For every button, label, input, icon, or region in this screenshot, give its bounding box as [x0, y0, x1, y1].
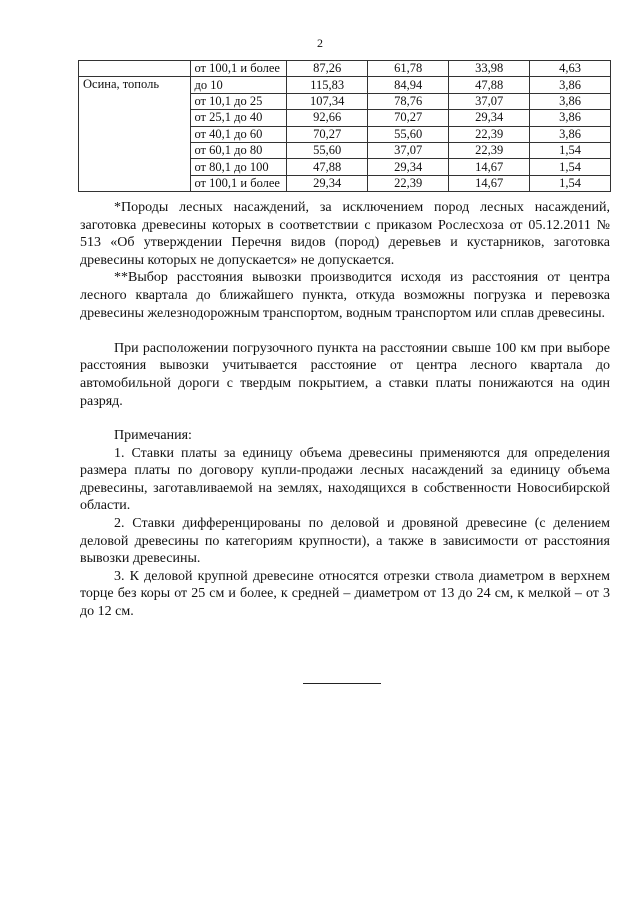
rate-cell: 70,27	[287, 126, 368, 142]
rate-cell: 33,98	[449, 61, 530, 77]
note-item: 3. К деловой крупной древесине относятся отрезки ствола диаметром в верхнем торце без коры от 25 см и более, к средней – диаметром от 13 до 24 см, к мелкой – от 3 до 12 см.	[80, 568, 610, 619]
rate-cell: 4,63	[530, 61, 611, 77]
rate-cell: 3,86	[530, 93, 611, 109]
note-item: 2. Ставки дифференцированы по деловой и дровяной древесине (с делением деловой древесины по категориям крупности), а также в зависимости от расстояния вывозки древесины.	[80, 515, 610, 567]
rate-cell: 92,66	[287, 110, 368, 126]
footnotes	[80, 199, 610, 410]
rates-table	[78, 60, 611, 192]
notes-section	[80, 427, 610, 621]
rate-cell: 47,88	[449, 77, 530, 93]
rate-cell: 70,27	[368, 110, 449, 126]
rate-cell: 1,54	[530, 142, 611, 158]
notes-heading: Примечания:	[114, 428, 192, 443]
rate-cell: 14,67	[449, 159, 530, 175]
rate-cell: 29,34	[449, 110, 530, 126]
footnote-loading-point: При расположении погрузочного пункта на расстоянии свыше 100 км при выборе расстояния вывозки учитывается расстояние от центра лесного квартала до автомобильной дороги с твердым покрытием, а ставки платы понижаются на один разряд.	[80, 340, 610, 409]
distance-cell: от 100,1 и более	[191, 61, 287, 77]
footnote-species: *Породы лесных насаждений, за исключением пород лесных насаждений, заготовка древесины которых в соответствии с приказом Рослесхоза от 05.12.2011 № 513 «Об утверждении Перечня видов (пород) деревьев и кустарников, заготовка древесины которых не допускается» не допускается.	[80, 200, 610, 268]
rate-cell: 3,86	[530, 126, 611, 142]
rate-cell: 3,86	[530, 77, 611, 93]
species-cell	[79, 61, 191, 77]
footnote-distance: **Выбор расстояния вывозки производится исходя из расстояния от центра лесного квартала до ближайшего пункта, откуда возможны погрузка и перевозка древесины железнодорожным транспортом, водным транспортом или сплав древесины.	[80, 270, 610, 321]
rate-cell: 47,88	[287, 159, 368, 175]
distance-cell: от 80,1 до 100	[191, 159, 287, 175]
rate-cell: 115,83	[287, 77, 368, 93]
page-number: 2	[317, 36, 323, 50]
rate-cell: 107,34	[287, 93, 368, 109]
rate-cell: 61,78	[368, 61, 449, 77]
rate-cell: 14,67	[449, 175, 530, 191]
rate-cell: 22,39	[449, 126, 530, 142]
rate-cell: 87,26	[287, 61, 368, 77]
rate-cell: 37,07	[449, 93, 530, 109]
rate-cell: 22,39	[449, 142, 530, 158]
species-cell: Осина, тополь	[79, 77, 191, 192]
table-row	[79, 77, 611, 93]
rate-cell: 1,54	[530, 159, 611, 175]
distance-cell: от 100,1 и более	[191, 175, 287, 191]
rate-cell: 55,60	[287, 142, 368, 158]
rate-cell: 37,07	[368, 142, 449, 158]
rate-cell: 55,60	[368, 126, 449, 142]
closing-rule	[303, 683, 381, 684]
distance-cell: от 10,1 до 25	[191, 93, 287, 109]
table-row	[79, 61, 611, 77]
distance-cell: от 25,1 до 40	[191, 110, 287, 126]
rate-cell: 29,34	[368, 159, 449, 175]
distance-cell: до 10	[191, 77, 287, 93]
rate-cell: 3,86	[530, 110, 611, 126]
distance-cell: от 40,1 до 60	[191, 126, 287, 142]
note-item: 1. Ставки платы за единицу объема древесины применяются для определения размера платы по договору купли-продажи лесных насаждений за единицу объема древесины, заготавливаемой на землях, находящихся в собственности Новосибирской области.	[80, 445, 610, 514]
rate-cell: 29,34	[287, 175, 368, 191]
rate-cell: 1,54	[530, 175, 611, 191]
rate-cell: 84,94	[368, 77, 449, 93]
distance-cell: от 60,1 до 80	[191, 142, 287, 158]
rate-cell: 22,39	[368, 175, 449, 191]
rate-cell: 78,76	[368, 93, 449, 109]
